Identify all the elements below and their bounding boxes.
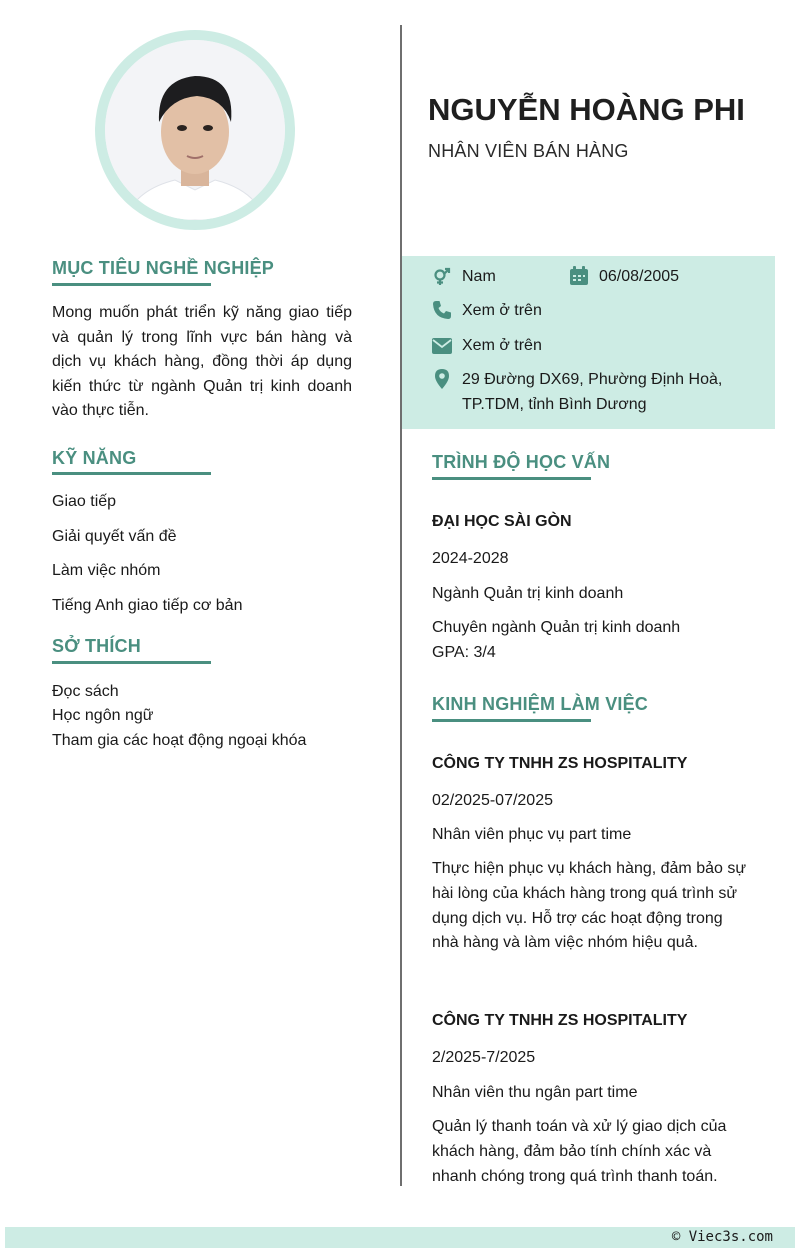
education-specialization: Chuyên ngành Quản trị kinh doanh [432,619,681,636]
address-line-1: 29 Đường DX69, Phường Định Hoà, [462,371,723,388]
education-underline [432,477,591,480]
candidate-name: NGUYỄN HOÀNG PHI [428,92,745,127]
gender-value: Nam [462,268,496,285]
contact-panel [402,256,775,429]
footer-bar [5,1227,795,1248]
education-gpa: GPA: 3/4 [432,644,496,661]
education-major: Ngành Quản trị kinh doanh [432,585,624,602]
job-role: Nhân viên thu ngân part time [432,1084,638,1101]
email-icon [432,336,452,356]
skills-heading: KỸ NĂNG [52,448,137,468]
job-description: Quản lý thanh toán và xử lý giao dịch của khách hàng, đảm bảo tính chính xác và nhanh chóng trong quá trình thanh toán. [432,1118,727,1185]
calendar-icon [569,266,589,286]
job-role: Nhân viên phục vụ part time [432,826,632,843]
map-pin-icon [432,369,452,389]
gender-icon [432,267,452,287]
experience-underline [432,719,591,722]
skill-item: Tiếng Anh giao tiếp cơ bản [52,597,243,614]
job-company: CÔNG TY TNHH ZS HOSPITALITY [432,755,688,772]
hobbies-heading: SỞ THÍCH [52,636,141,656]
job-description: Thực hiện phục vụ khách hàng, đảm bảo sự hài lòng của khách hàng trong quá trình sử dụng dịch vụ. Hỗ trợ các hoạt động trong nhà hàng và làm việc nhóm hiệu quả. [432,860,747,952]
column-divider [400,25,402,1186]
hobby-item: Đọc sách [52,683,119,700]
avatar-frame [95,30,295,230]
education-years: 2024-2028 [432,550,509,567]
email-value: Xem ở trên [462,337,542,354]
address-line-2: TP.TDM, tỉnh Bình Dương [462,396,647,413]
job-company: CÔNG TY TNHH ZS HOSPITALITY [432,1012,688,1029]
experience-heading: KINH NGHIỆM LÀM VIỆC [432,694,649,714]
avatar [105,40,285,220]
phone-value: Xem ở trên [462,302,542,319]
job-period: 2/2025-7/2025 [432,1049,536,1066]
phone-icon [432,300,452,320]
skill-item: Giải quyết vấn đề [52,528,177,545]
objective-heading: MỤC TIÊU NGHỀ NGHIỆP [52,258,275,278]
skills-underline [52,472,211,475]
objective-text: Mong muốn phát triển kỹ năng giao tiếp và quản lý trong lĩnh vực bán hàng và dịch vụ khách hàng, đồng thời áp dụng kiến thức từ ngành Quản trị kinh doanh vào thực tiễn. [52,304,352,420]
birthdate-value: 06/08/2005 [599,268,680,285]
watermark-text: © Viec3s.com [671,1229,773,1245]
school-name: ĐẠI HỌC SÀI GÒN [432,513,572,530]
hobby-item: Học ngôn ngữ [52,707,154,724]
education-heading: TRÌNH ĐỘ HỌC VẤN [432,452,611,472]
hobby-item: Tham gia các hoạt động ngoại khóa [52,732,307,749]
job-title: NHÂN VIÊN BÁN HÀNG [428,141,629,161]
skill-item: Làm việc nhóm [52,562,161,579]
skill-item: Giao tiếp [52,493,117,510]
objective-underline [52,283,211,286]
job-period: 02/2025-07/2025 [432,792,553,809]
hobbies-underline [52,661,211,664]
